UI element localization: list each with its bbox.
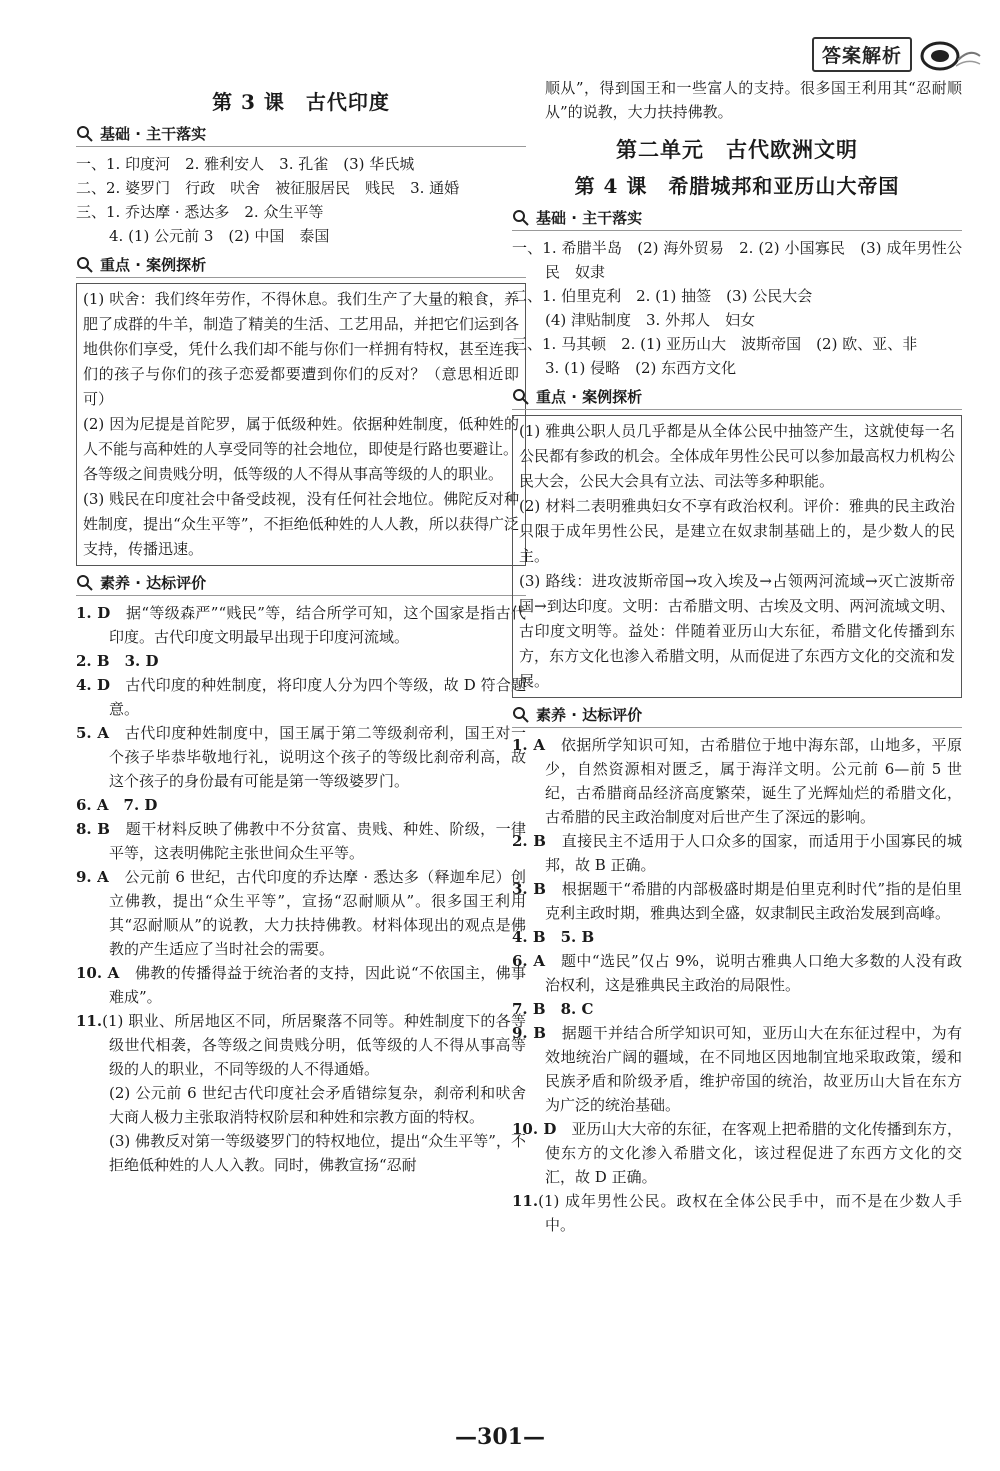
case-paragraph: 各等级之间贵贱分明，低等级的人不得从事高等级的人的职业。 xyxy=(83,465,504,483)
book-emblem-icon xyxy=(918,34,982,74)
brand-label: 答案解析 xyxy=(812,37,912,72)
answer-continuation: (2) 公元前 6 世纪古代印度社会矛盾错综复杂，刹帝利和吠舍大商人极力主张取消特权阶层和种姓和宗教方面的特权。 xyxy=(109,1084,526,1126)
answer-item: 3. B 根据题干“希腊的内部极盛时期是伯里克利时代”指的是伯里克利主政时期，雅典达到全盛，奴隶制民主政治发展到高峰。 xyxy=(512,880,962,922)
case-paragraph: (2) 材料二表明雅典妇女不享有政治权利。评价：雅典的民主政治只限于成年男性公民，是建立在奴隶制基础上的，是少数人的民主。 xyxy=(519,497,955,565)
magnifier-icon xyxy=(76,125,94,143)
answer-item: 11.(1) 职业、所居地区不同，所居聚落不同等。种姓制度下的各等级世代相袭，各等级之间贵贱分明，低等级的人不得从事高等级的人的职业，不同等级的人不得通婚。 xyxy=(76,1012,526,1078)
case-paragraph: (3) 路线：进攻波斯帝国→攻入埃及→占领两河流域→灭亡波斯帝国→到达印度。文明：古希腊文明、古埃及文明、两河流域文明、古印度文明等。益处：伴随着亚历山大东征，希腊文化传播到东方，东方文化也渗入希腊文明，从而促进了东西方文化的交流和发展。 xyxy=(519,572,955,690)
case-box xyxy=(76,283,526,566)
section-label: 素养 · 达标评价 xyxy=(100,574,207,592)
answer-item: 1. A 依据所学知识可知，古希腊位于地中海东部，山地多，平原少，自然资源相对匮乏，属于海洋文明。公元前 6—前 5 世纪，古希腊商品经济高度繁荣，诞生了光辉灿烂的希腊文化，古希腊的民主政治制度对后世产生了深远的影响。 xyxy=(512,736,962,826)
answer-item: 8. B 题干材料反映了佛教中不分贫富、贵贱、种姓、阶级，一律平等，这表明佛陀主张世间众生平等。 xyxy=(76,820,526,862)
answer-item: 7. B 8. C xyxy=(512,1000,594,1018)
case-paragraph: (2) 因为尼提是首陀罗，属于低级种姓。依据种姓制度，低种姓的人不能与高种姓的人享受同等的社会地位，即使是行路也要避让。 xyxy=(83,415,519,458)
answer-item: 6. A 题中“选民”仅占 9%，说明古雅典人口绝大多数的人没有政治权利，这是雅典民主政治的局限性。 xyxy=(512,952,962,994)
answer-item: 10. A 佛教的传播得益于统治者的支持，因此说“不依国主，佛事难成”。 xyxy=(76,964,526,1006)
section-label: 基础 · 主干落实 xyxy=(100,125,207,143)
brand-header xyxy=(812,34,982,74)
page-number: —301— xyxy=(455,1424,545,1450)
lesson-3-title: 第 3 课 古代印度 xyxy=(212,90,390,114)
basic-line: 一、1. 希腊半岛 (2) 海外贸易 2. (2) 小国寡民 (3) 成年男性公民 奴隶 xyxy=(512,239,962,281)
basic-line: 4. (1) 公元前 3 (2) 中国 泰国 xyxy=(109,227,330,245)
basic-line: 三、1. 马其顿 2. (1) 亚历山大 波斯帝国 (2) 欧、亚、非 xyxy=(512,335,918,353)
section-header-assessment xyxy=(512,704,962,728)
basic-line: 二、2. 婆罗门 行政 吠舍 被征服居民 贱民 3. 通婚 xyxy=(76,179,460,197)
answer-item: 5. A 古代印度种姓制度中，国王属于第二等级刹帝利，国王对一个孩子毕恭毕敬地行礼，说明这个孩子的等级比刹帝利高，故这个孩子的身份最有可能是第一等级婆罗门。 xyxy=(76,724,526,790)
right-column xyxy=(512,76,962,1237)
magnifier-icon xyxy=(76,256,94,274)
answer-item: 9. B 据题干并结合所学知识可知，亚历山大在东征过程中，为有效地统治广阔的疆域，在不同地区因地制宜地采取政策，缓和民族矛盾和阶级矛盾，维护帝国的统治，故亚历山大旨在东方为广泛的统治基础。 xyxy=(512,1024,962,1114)
answer-item: 9. A 公元前 6 世纪，古代印度的乔达摩 · 悉达多（释迦牟尼）创立佛教，提出“众生平等”，宣扬“忍耐顺从”。很多国王利用其“忍耐顺从”的说教，大力扶持佛教。材料体现出的观点是佛教的产生适应了当时社会的需要。 xyxy=(76,868,526,958)
magnifier-icon xyxy=(512,388,530,406)
basic-line: (4) 津贴制度 3. 外邦人 妇女 xyxy=(545,311,756,329)
case-box xyxy=(512,415,962,698)
section-header-case xyxy=(76,254,526,278)
section-header-basics xyxy=(512,207,962,231)
basic-line: 一、1. 印度河 2. 雅利安人 3. 孔雀 (3) 华氏城 xyxy=(76,155,415,173)
basic-line: 三、1. 乔达摩 · 悉达多 2. 众生平等 xyxy=(76,203,324,221)
section-label: 素养 · 达标评价 xyxy=(536,706,643,724)
case-paragraph: (1) 吠舍：我们终年劳作，不得休息。我们生产了大量的粮食，养肥了成群的牛羊，制造了精美的生活、工艺用品，并把它们运到各地供你们享受，凭什么我们却不能与你们一样拥有特权，甚至连我们的孩子与你们的孩子恋爱都要遭到你们的反对？（意思相近即可） xyxy=(83,290,519,408)
answer-item: 11.(1) 成年男性公民。政权在全体公民手中，而不是在少数人手中。 xyxy=(512,1192,962,1234)
section-header-basics xyxy=(76,123,526,147)
magnifier-icon xyxy=(512,209,530,227)
answer-item: 4. B 5. B xyxy=(512,928,595,946)
magnifier-icon xyxy=(512,706,530,724)
answer-item: 10. D 亚历山大大帝的东征，在客观上把希腊的文化传播到东方，使东方的文化渗入希腊文化，该过程促进了东西方文化的交汇，故 D 正确。 xyxy=(512,1120,962,1186)
answer-continuation: (3) 佛教反对第一等级婆罗门的特权地位，提出“众生平等”，不拒绝低种姓的人人入教。同时，佛教宣扬“忍耐 xyxy=(109,1132,526,1174)
unit-2-title: 第二单元 古代欧洲文明 xyxy=(616,137,858,162)
answer-item: 4. D 古代印度的种姓制度，将印度人分为四个等级，故 D 符合题意。 xyxy=(76,676,526,718)
magnifier-icon xyxy=(76,574,94,592)
basic-line: 3. (1) 侵略 (2) 东西方文化 xyxy=(545,359,737,377)
section-header-assessment xyxy=(76,572,526,596)
lesson-4-title: 第 4 课 希腊城邦和亚历山大帝国 xyxy=(574,174,900,198)
answer-continuation: 顺从”，得到国王和一些富人的支持。很多国王利用其“忍耐顺从”的说教，大力扶持佛教。 xyxy=(545,79,962,121)
answer-item: 2. B 3. D xyxy=(76,652,159,670)
section-label: 重点 · 案例探析 xyxy=(536,388,643,406)
case-paragraph: (3) 贱民在印度社会中备受歧视，没有任何社会地位。佛陀反对种姓制度，提出“众生平等”，不拒绝低种姓的人人教，所以获得广泛支持，传播迅速。 xyxy=(83,490,519,558)
answer-item: 1. D 据“等级森严”“贱民”等，结合所学可知，这个国家是指古代印度。古代印度文明最早出现于印度河流域。 xyxy=(76,604,526,646)
answer-item: 6. A 7. D xyxy=(76,796,158,814)
section-header-case xyxy=(512,386,962,410)
case-paragraph: (1) 雅典公职人员几乎都是从全体公民中抽签产生，这就使每一名公民都有参政的机会。全体成年男性公民可以参加最高权力机构公民大会，公民大会具有立法、司法等多种职能。 xyxy=(519,422,955,490)
basic-line: 二、1. 伯里克利 2. (1) 抽签 (3) 公民大会 xyxy=(512,287,813,305)
answer-item: 2. B 直接民主不适用于人口众多的国家，而适用于小国寡民的城邦，故 B 正确。 xyxy=(512,832,962,874)
section-label: 基础 · 主干落实 xyxy=(536,209,643,227)
left-column xyxy=(76,80,526,1177)
section-label: 重点 · 案例探析 xyxy=(100,256,207,274)
